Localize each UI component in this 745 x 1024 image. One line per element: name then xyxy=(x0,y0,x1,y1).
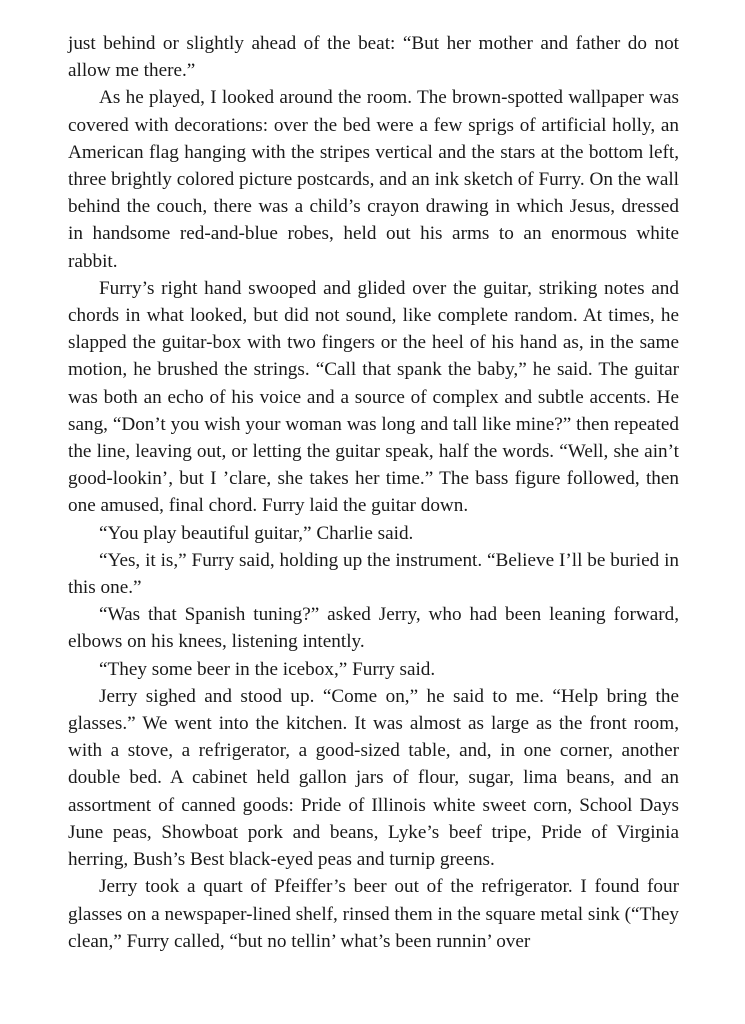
paragraph-7: “They some beer in the icebox,” Furry said. xyxy=(99,658,436,680)
paragraph-5: “Yes, it is,” Furry said, holding up the instrument. “Believe I’ll be buried in this one.” xyxy=(68,549,679,599)
paragraph-8: Jerry sighed and stood up. “Come on,” he said to me. “Help bring the glasses.” We went into the kitchen. It was almost as large as the front room, with a stove, a refrigerator, a good-sized table, and, in one corner, another double bed. A cabinet held gallon jars of flour, sugar, lima beans, and an assortment of canned goods: Pride of Illinois white sweet corn, School Days June peas, Showboat pork and beans, Lyke’s beef tripe, Pride of Virginia herring, Bush’s Best black-eyed peas and turnip greens. xyxy=(68,685,679,871)
paragraph-4: “You play beautiful guitar,” Charlie said. xyxy=(99,522,414,544)
paragraph-2: As he played, I looked around the room. The brown-spotted wallpaper was covered with decorations: over the bed were a few sprigs of artificial holly, an American flag hanging with the stripes vertical and the stars at the bottom left, three brightly colored picture postcards, and an ink sketch of Furry. On the wall behind the couch, there was a child’s crayon drawing in which Jesus, dressed in handsome red-and-blue robes, held out his arms to an enormous white rabbit. xyxy=(68,87,679,272)
paragraph-1: just behind or slightly ahead of the beat: “But her mother and father do not allow me there.” xyxy=(68,33,679,82)
page-body xyxy=(68,30,679,955)
paragraph-6: “Was that Spanish tuning?” asked Jerry, who had been leaning forward, elbows on his knees, listening intently. xyxy=(68,604,679,653)
paragraph-3: Furry’s right hand swooped and glided over the guitar, striking notes and chords in what looked, but did not sound, like complete random. At times, he slapped the guitar-box with two fingers or the heel of his hand as, in the same motion, he brushed the strings. “Call that spank the baby,” he said. The guitar was both an echo of his voice and a source of complex and subtle accents. He sang, “Don’t you wish your woman was long and tall like mine?” then repeated the line, leaving out, or letting the guitar speak, half the words. “Well, she ain’t good-lookin’, but I ’clare, she takes her time.” The bass figure followed, then one amused, final chord. Furry laid the guitar down. xyxy=(68,277,679,517)
paragraph-9: Jerry took a quart of Pfeiffer’s beer out of the refrigerator. I found four glasses on a newspaper-lined shelf, rinsed them in the square metal sink (“They clean,” Furry called, “but no tellin’ what’s been runnin’ over xyxy=(68,876,679,952)
